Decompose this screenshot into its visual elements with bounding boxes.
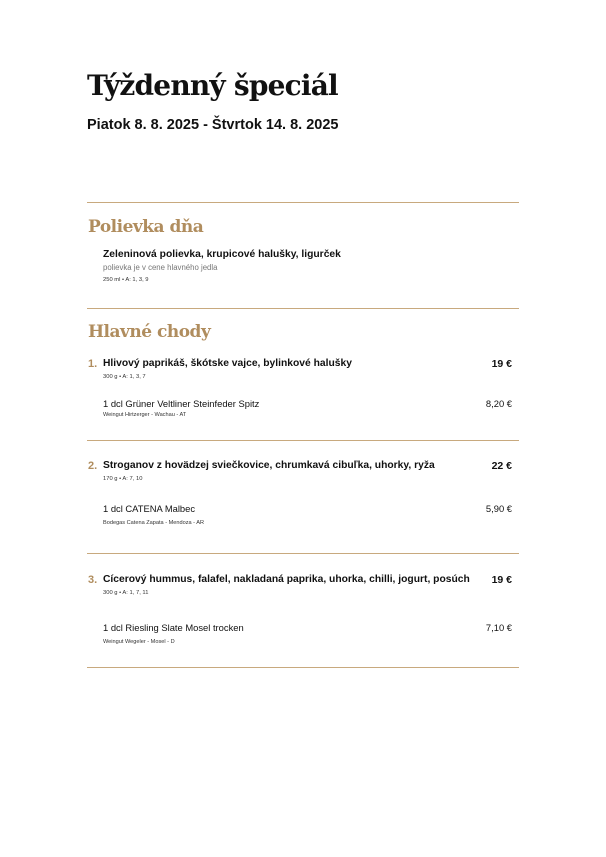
dish-number: 3. [88,574,98,586]
wine-name: 1 dcl Grüner Veltliner Steinfeder Spitz [103,398,260,409]
dish-price: 19 € [491,358,512,370]
dish-meta: 300 g • A: 1, 3, 7 [103,374,146,380]
dish-price: 22 € [491,460,512,472]
section-divider [87,202,519,203]
section-divider [87,308,519,309]
wine-price: 7,10 € [485,622,512,633]
dish-name: Hlivový paprikáš, škótske vajce, bylinkové halušky [103,358,352,369]
soup-meta: 250 ml • A: 1, 3, 9 [103,277,149,283]
wine-producer: Weingut Wegeler - Mosel - D [103,639,175,645]
dish-meta: 300 g • A: 1, 7, 11 [103,590,149,596]
dish-name: Stroganov z hovädzej sviečkovice, chrumkavá cibuľka, uhorky, ryža [103,460,435,471]
dish-number: 2. [88,460,98,472]
section-divider [87,553,519,554]
soup-name: Zeleninová polievka, krupicové halušky, ligurček [103,249,341,260]
mains-section-title: Hlavné chody [88,322,211,342]
section-divider [87,440,519,441]
wine-price: 8,20 € [485,398,512,409]
soup-section-title: Polievka dňa [88,217,204,237]
dish-meta: 170 g • A: 7, 10 [103,476,143,482]
dish-name: Cícerový hummus, falafel, nakladaná paprika, uhorka, chilli, jogurt, posúch [103,574,470,585]
section-divider [87,667,519,668]
wine-producer: Bodegas Catena Zapata - Mendoza - AR [103,520,205,526]
date-range: Piatok 8. 8. 2025 - Štvrtok 14. 8. 2025 [87,117,339,133]
dish-price: 19 € [491,574,512,586]
page-title: Týždenný špeciál [87,69,338,102]
wine-price: 5,90 € [485,503,512,514]
soup-note: polievka je v cene hlavného jedla [103,263,218,272]
wine-producer: Weingut Hirtzerger - Wachau - AT [103,412,187,418]
wine-name: 1 dcl Riesling Slate Mosel trocken [103,622,244,633]
dish-number: 1. [88,358,98,370]
wine-name: 1 dcl CATENA Malbec [103,503,196,514]
